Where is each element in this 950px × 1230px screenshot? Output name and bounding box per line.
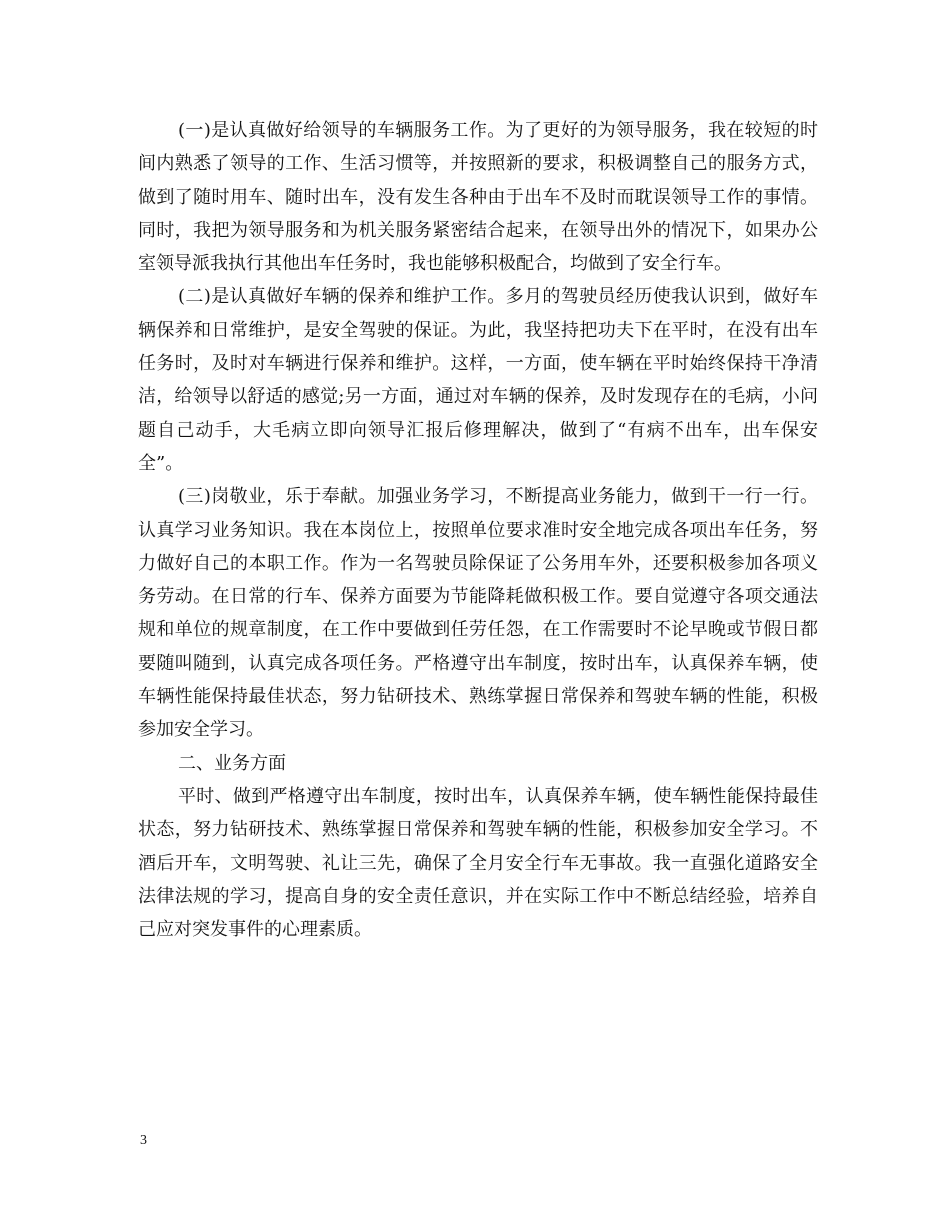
document-body [138,114,818,946]
paragraph-vehicle-service: (一)是认真做好给领导的车辆服务工作。为了更好的为领导服务，我在较短的时间内熟悉了领导的工作、生活习惯等，并按照新的要求，积极调整自己的服务方式，做到了随时用车、随时出车，没有发生各种由于出车不及时而耽误领导工作的事情。同时，我把为领导服务和为机关服务紧密结合起来，在领导出外的情况下，如果办公室领导派我执行其他出车任务时，我也能够积极配合，均做到了安全行车。 [138,120,818,275]
page-number: 3 [140,1133,147,1148]
paragraph-maintenance: (二)是认真做好车辆的保养和维护工作。多月的驾驶员经历使我认识到，做好车辆保养和日常维护，是安全驾驶的保证。为此，我坚持把功夫下在平时，在没有出车任务时，及时对车辆进行保养和维护。这样，一方面，使车辆在平时始终保持干净清洁，给领导以舒适的感觉;另一方面，通过对车辆的保养，及时发现存在的毛病，小问题自己动手，大毛病立即向领导汇报后修理解决，做到了“有病不出车，出车保安全”。 [138,286,818,474]
paragraph-dedication: (三)岗敬业，乐于奉献。加强业务学习，不断提高业务能力，做到干一行一行。认真学习业务知识。我在本岗位上，按照单位要求准时安全地完成各项出车任务，努力做好自己的本职工作。作为一名驾驶员除保证了公务用车外，还要积极参加各项义务劳动。在日常的行车、保养方面要为节能降耗做积极工作。要自觉遵守各项交通法规和单位的规章制度，在工作中要做到任劳任怨，在工作需要时不论早晚或节假日都要随叫随到，认真完成各项任务。严格遵守出车制度，按时出车，认真保养车辆，使车辆性能保持最佳状态，努力钻研技术、熟练掌握日常保养和驾驶车辆的性能，积极参加安全学习。 [138,486,818,741]
paragraph-business: 平时、做到严格遵守出车制度，按时出车，认真保养车辆，使车辆性能保持最佳状态，努力钻研技术、熟练掌握日常保养和驾驶车辆的性能，积极参加安全学习。不酒后开车，文明驾驶、礼让三先，确保了全月安全行车无事故。我一直强化道路安全法律法规的学习，提高自身的安全责任意识，并在实际工作中不断总结经验，培养自己应对突发事件的心理素质。 [138,785,818,941]
section-heading-business: 二、业务方面 [178,752,286,774]
